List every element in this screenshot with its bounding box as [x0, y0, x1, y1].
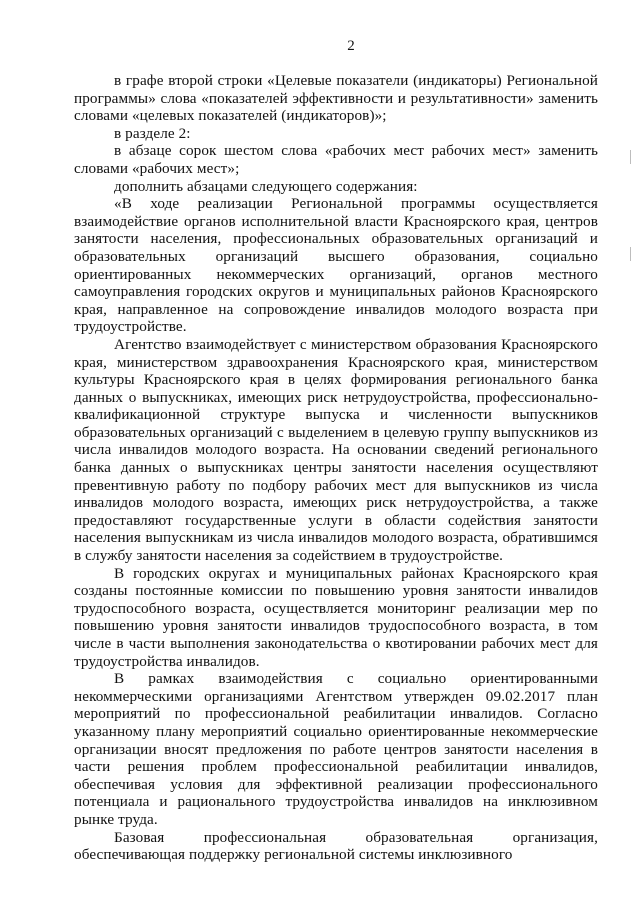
paragraph-forty-sixth: в абзаце сорок шестом слова «рабочих мест рабочих мест» заменить словами «рабочих мест»; — [74, 142, 598, 177]
scan-edge-mark — [630, 150, 631, 164]
scan-edge-mark — [630, 247, 631, 261]
page-number: 2 — [347, 38, 355, 54]
paragraph-base-organization: Базовая профессиональная образовательная организация, обеспечивающая поддержку региональной системы инклюзивного — [74, 828, 598, 864]
paragraph-supplement: дополнить абзацами следующего содержания: — [114, 177, 418, 195]
paragraph-column-amendment: в графе второй строки «Целевые показатели (индикаторы) Региональной программы» слова «показателей эффективности и результативности» заменить словами «целевых показателей (индикаторов)»; — [74, 72, 598, 125]
paragraph-commissions: В городских округах и муниципальных районах Красноярского края созданы постоянные комиссии по повышению уровня занятости инвалидов трудоспособного возраста, осуществляется мониторинг реализации мер по повышению уровня занятости инвалидов трудоспособного возраста, в том числе в части выполнения законодательства о квотировании рабочих мест для трудоустройства инвалидов. — [74, 564, 598, 670]
paragraph-nko-plan: В рамках взаимодействия с социально ориентированными некоммерческими организациями Агентством утвержден 09.02.2017 план мероприятий по профессиональной реабилитации инвалидов. Согласно указанному плану мероприятий социально ориентированные некоммерческие организации вносят предложения по работе центров занятости населения в части решения проблем профессиональной реабилитации инвалидов, обеспечивая условия для эффективной реализации профессионального потенциала и рационального трудоустройства инвалидов на инклюзивном рынке труда. — [74, 670, 598, 828]
paragraph-agency: Агентство взаимодействует с министерством образования Красноярского края, министерством здравоохранения Красноярского края, министерством культуры Красноярского края в целях формирования регионального банка данных о выпускниках, имеющих риск нетрудоустройства, профессионально-квалификационной структуре выпуска и численности выпускников образовательных организаций с выделением в целевую группу выпускников из числа инвалидов молодого возраста. На основании сведений регионального банка данных о выпускниках центры занятости населения осуществляют превентивную работу по подбору рабочих мест для выпускников из числа инвалидов молодого возраста, имеющих риск нетрудоустройства, а также предоставляют государственные услуги в области содействия занятости населения выпускникам из числа инвалидов молодого возраста, обратившимся в службу занятости населения за содействием в трудоустройстве. — [74, 335, 598, 565]
paragraph-section-2: в разделе 2: — [114, 124, 191, 142]
paragraph-interaction: «В ходе реализации Региональной программы осуществляется взаимодействие органов исполнительной власти Красноярского края, центров занятости населения, профессиональных образовательных организаций и образовательных организаций высшего образования, социально ориентированных некоммерческих организаций, органов местного самоуправления городских округов и муниципальных районов Красноярского края, направленное на сопровождение инвалидов молодого возраста при трудоустройстве. — [74, 195, 598, 336]
